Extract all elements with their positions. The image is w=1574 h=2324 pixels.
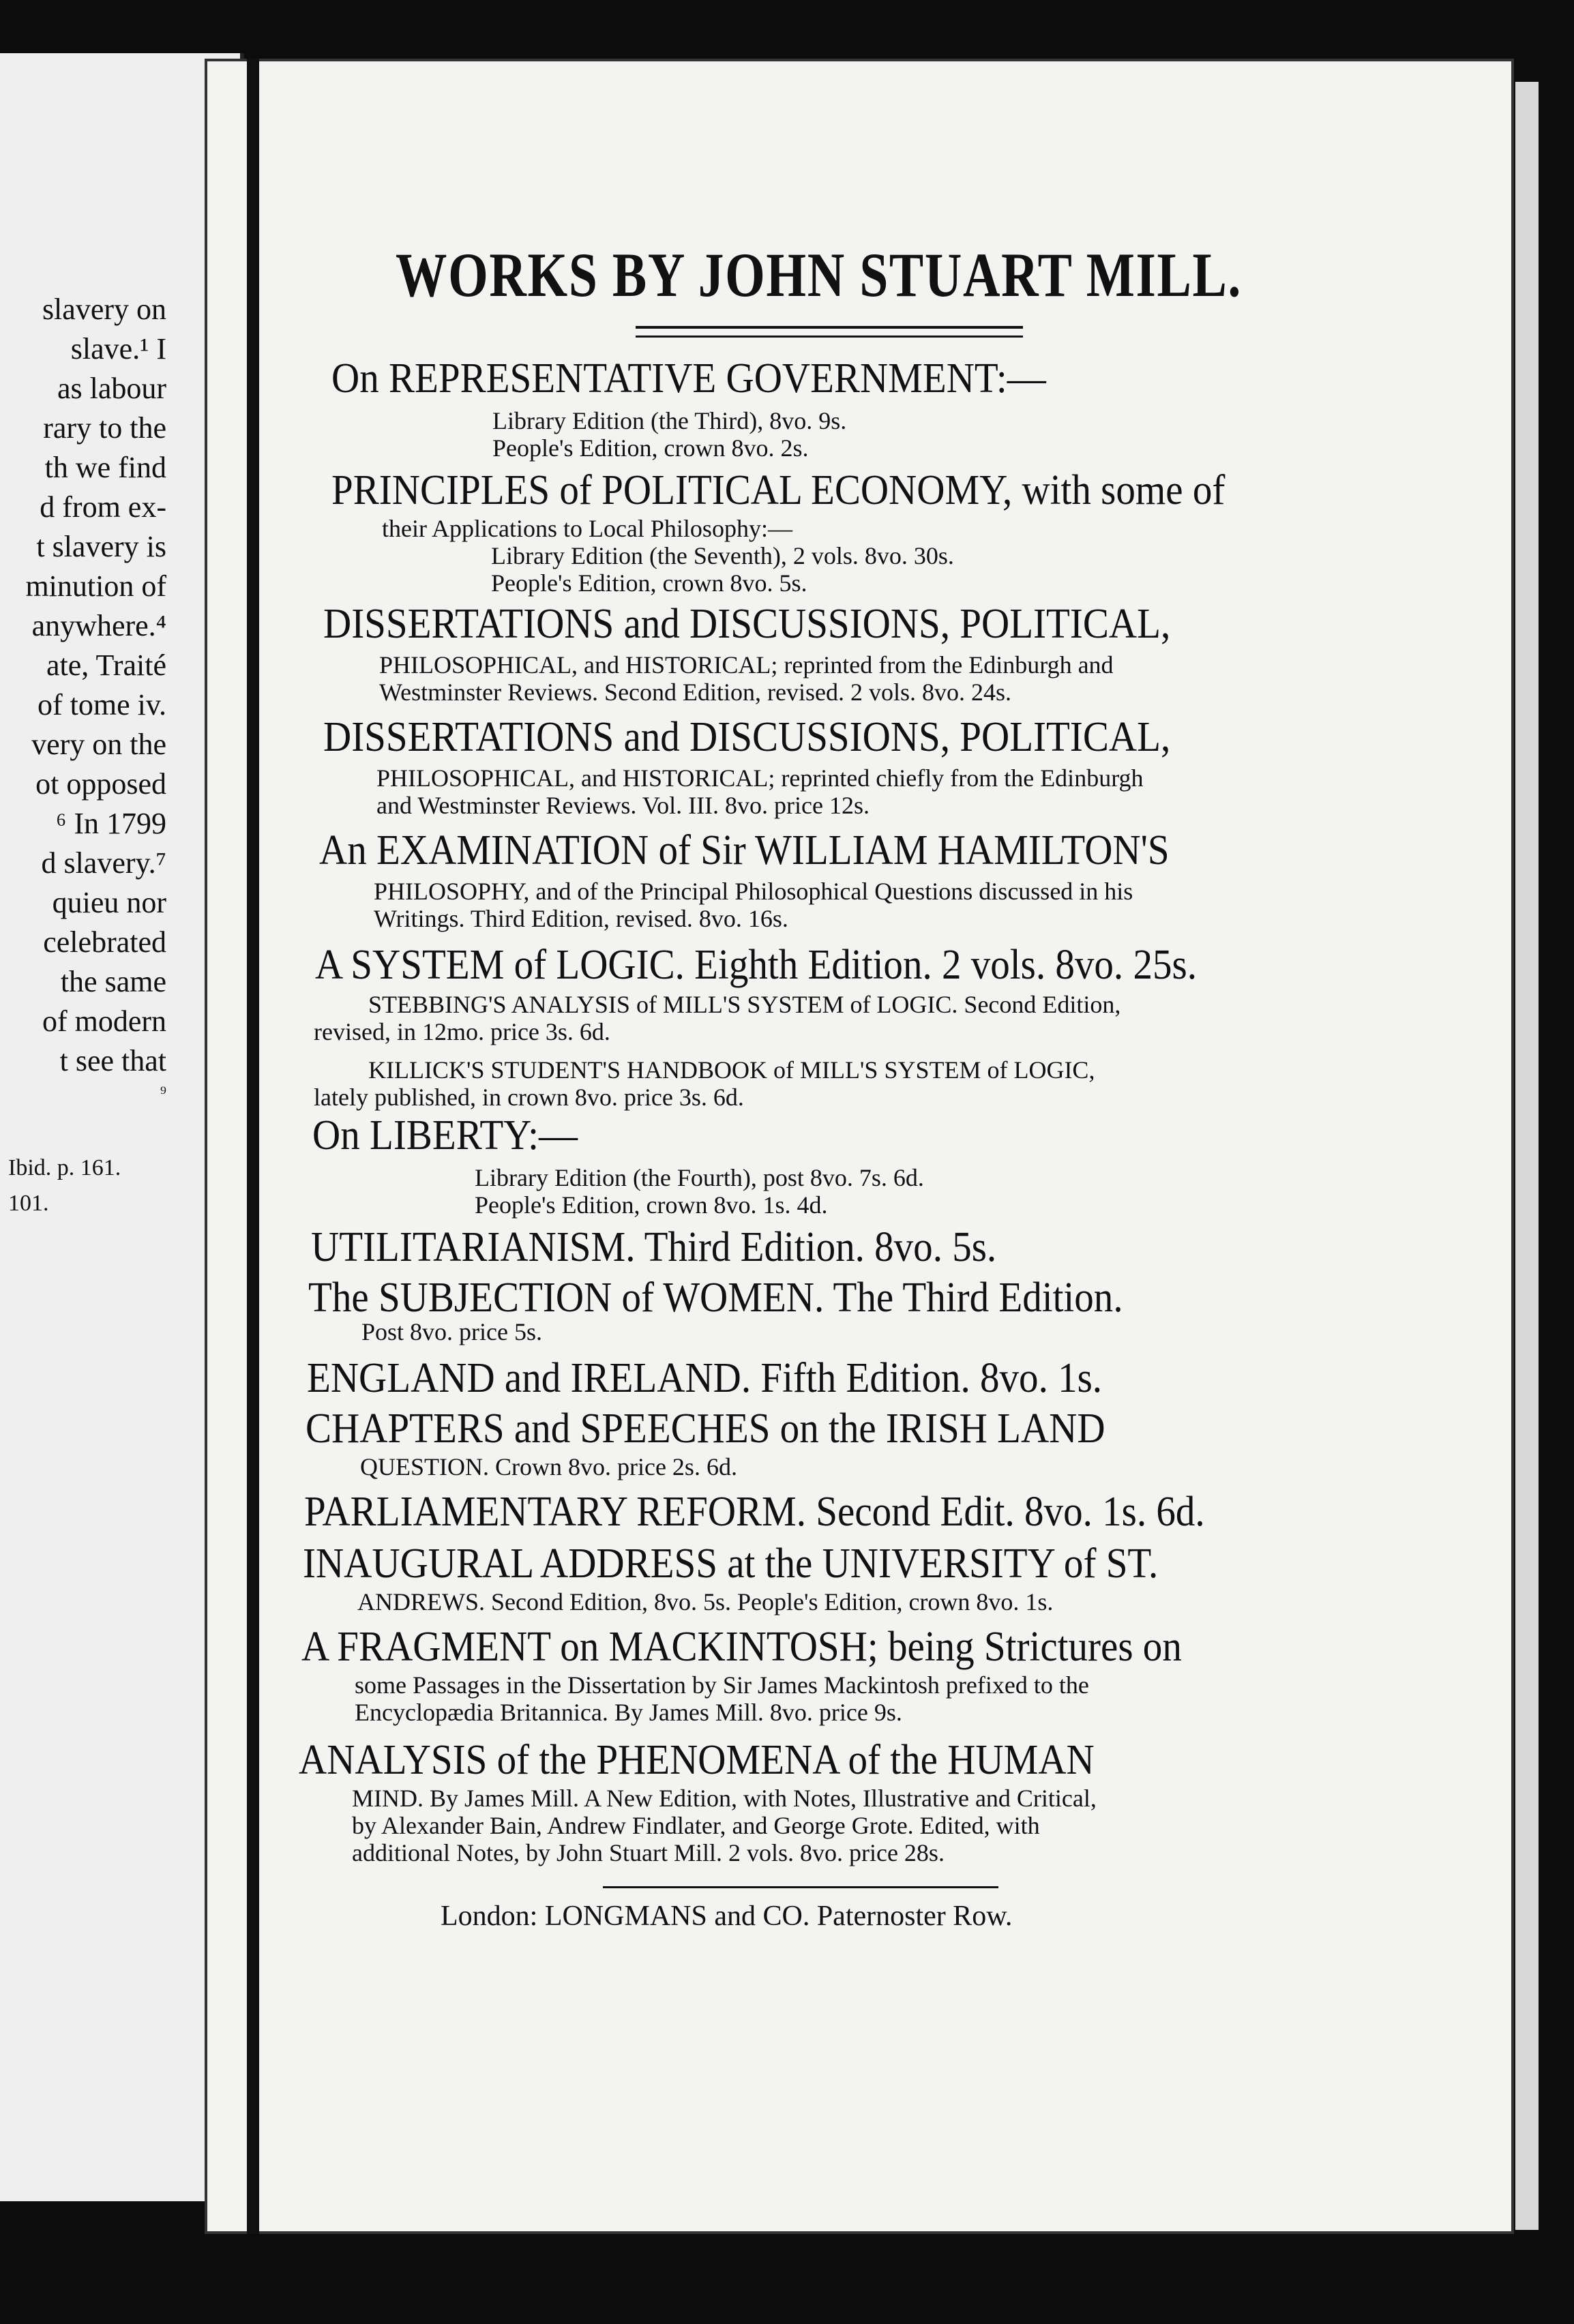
left-line: ⁶ In 1799 (56, 807, 166, 840)
work-heading: ANALYSIS of the PHENOMENA of the HUMAN (299, 1737, 1095, 1783)
work-detail: People's Edition, crown 8vo. 2s. (492, 434, 809, 462)
work-heading: DISSERTATIONS and DISCUSSIONS, POLITICAL, (323, 714, 1171, 760)
work-heading: On LIBERTY:— (312, 1112, 578, 1159)
work-heading: ENGLAND and IRELAND. Fifth Edition. 8vo. 1s. (307, 1355, 1103, 1401)
work-detail: revised, in 12mo. price 3s. 6d. (314, 1018, 610, 1045)
left-line: very on the (31, 728, 166, 761)
left-line: minution of (25, 569, 166, 603)
work-heading: INAUGURAL ADDRESS at the UNIVERSITY of ST. (303, 1540, 1159, 1587)
work-detail: Encyclopædia Britannica. By James Mill. 8vo. price 9s. (355, 1699, 902, 1726)
work-detail: Library Edition (the Fourth), post 8vo. 7s. 6d. (475, 1164, 924, 1191)
work-detail: ANDREWS. Second Edition, 8vo. 5s. People's Edition, crown 8vo. 1s. (357, 1588, 1054, 1615)
work-heading: The SUBJECTION of WOMEN. The Third Edition. (308, 1275, 1123, 1321)
left-line: ⁹ (160, 1083, 166, 1103)
work-detail: PHILOSOPHY, and of the Principal Philosophical Questions discussed in his (374, 878, 1133, 905)
work-heading: DISSERTATIONS and DISCUSSIONS, POLITICAL, (323, 601, 1171, 647)
work-detail: PHILOSOPHICAL, and HISTORICAL; reprinted chiefly from the Edinburgh (376, 764, 1144, 792)
left-footnote: 101. (8, 1191, 49, 1216)
work-detail: PHILOSOPHICAL, and HISTORICAL; reprinted from the Edinburgh and (379, 651, 1114, 679)
work-detail: Writings. Third Edition, revised. 8vo. 16s. (374, 905, 788, 932)
work-detail: Post 8vo. price 5s. (361, 1318, 542, 1345)
work-detail: STEBBING'S ANALYSIS of MILL'S SYSTEM of LOGIC. Second Edition, (368, 991, 1121, 1018)
work-detail: Library Edition (the Seventh), 2 vols. 8vo. 30s. (491, 542, 954, 569)
left-line: slavery on (42, 293, 166, 326)
work-detail: lately published, in crown 8vo. price 3s. 6d. (314, 1084, 744, 1111)
work-detail: MIND. By James Mill. A New Edition, with Notes, Illustrative and Critical, (352, 1785, 1097, 1812)
left-line: quieu nor (52, 886, 166, 919)
work-detail: some Passages in the Dissertation by Sir James Mackintosh prefixed to the (355, 1671, 1089, 1699)
left-line: anywhere.⁴ (31, 609, 166, 642)
work-detail: QUESTION. Crown 8vo. price 2s. 6d. (360, 1453, 737, 1480)
work-detail: People's Edition, crown 8vo. 5s. (491, 569, 807, 597)
work-heading: CHAPTERS and SPEECHES on the IRISH LAND (306, 1405, 1105, 1452)
work-detail: Westminster Reviews. Second Edition, revised. 2 vols. 8vo. 24s. (379, 679, 1011, 706)
title-rule (636, 336, 1023, 338)
left-line: rary to the (43, 411, 166, 445)
work-heading: On REPRESENTATIVE GOVERNMENT:— (331, 355, 1046, 402)
left-line: celebrated (43, 925, 166, 959)
left-line: as labour (57, 372, 166, 405)
work-detail: additional Notes, by John Stuart Mill. 2 vols. 8vo. price 28s. (352, 1839, 945, 1866)
left-line: of tome iv. (38, 688, 166, 721)
work-detail: and Westminster Reviews. Vol. III. 8vo. price 12s. (376, 792, 870, 819)
work-detail: People's Edition, crown 8vo. 1s. 4d. (475, 1191, 828, 1219)
work-detail: by Alexander Bain, Andrew Findlater, and George Grote. Edited, with (352, 1812, 1040, 1839)
work-heading: UTILITARIANISM. Third Edition. 8vo. 5s. (311, 1224, 997, 1270)
work-heading: PARLIAMENTARY REFORM. Second Edit. 8vo. 1s. 6d. (304, 1489, 1205, 1535)
page-title: WORKS BY JOHN STUART MILL. (396, 240, 1242, 310)
work-detail: their Applications to Local Philosophy:— (382, 515, 792, 542)
work-detail: Library Edition (the Third), 8vo. 9s. (492, 407, 847, 434)
left-line: d slavery.⁷ (41, 846, 166, 880)
work-heading: A SYSTEM of LOGIC. Eighth Edition. 2 vols. 8vo. 25s. (315, 942, 1197, 988)
work-heading: A FRAGMENT on MACKINTOSH; being Strictures on (301, 1624, 1182, 1670)
imprint-rule (603, 1886, 998, 1888)
work-heading: An EXAMINATION of Sir WILLIAM HAMILTON'S (319, 827, 1170, 874)
left-footnote: Ibid. p. 161. (8, 1155, 121, 1180)
left-line: d from ex- (40, 490, 166, 524)
work-heading: PRINCIPLES of POLITICAL ECONOMY, with some of (331, 467, 1226, 513)
left-line: the same (60, 965, 166, 998)
work-detail: KILLICK'S STUDENT'S HANDBOOK of MILL'S SYSTEM of LOGIC, (368, 1056, 1095, 1084)
left-line: th we find (44, 451, 166, 484)
book-spine (247, 59, 259, 2234)
left-line: t see that (59, 1044, 166, 1077)
left-line: t slavery is (36, 530, 166, 563)
page-edge (1515, 82, 1539, 2230)
left-line: of modern (42, 1004, 166, 1038)
publisher-imprint: London: LONGMANS and CO. Paternoster Row. (441, 1901, 1013, 1932)
left-line: slave.¹ I (70, 332, 166, 366)
left-line: ot opposed (35, 767, 166, 801)
title-rule (636, 326, 1023, 329)
left-line: ate, Traité (46, 649, 166, 682)
